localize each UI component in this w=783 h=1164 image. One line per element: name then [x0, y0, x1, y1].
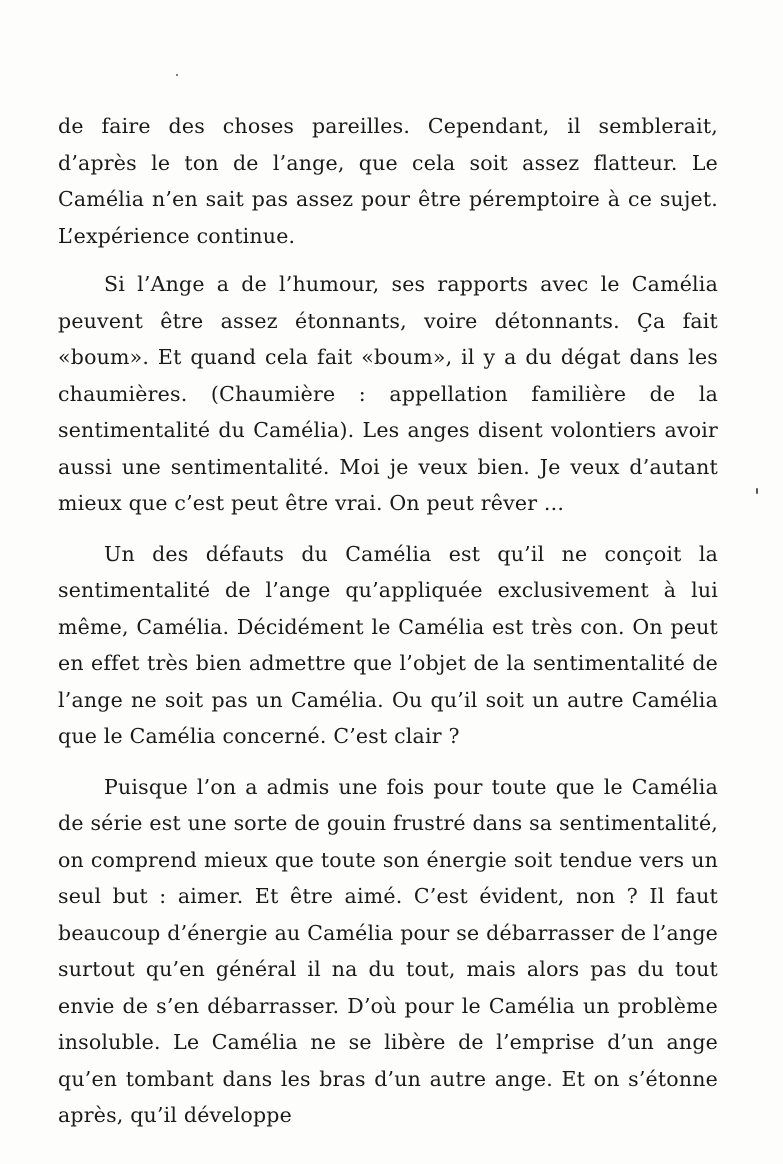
paper-speck — [176, 74, 178, 76]
paragraph-spacer — [58, 254, 718, 266]
paper-speck — [756, 488, 758, 494]
paragraph-3: Un des défauts du Camélia est qu’il ne conçoit la sentimentalité de l’ange qu’appliquée exclusivement à lui même, Camélia. Décidément le Camélia est très con. On peut en effet très bien admettre que l’objet de la sentimentalité de l’ange ne soit pas un Camélia. Ou qu’il soit un autre Camélia que le Camélia concerné. C’est clair ? — [58, 541, 718, 748]
body-text — [58, 108, 718, 1134]
paragraph-1: de faire des choses pareilles. Cependant, il semblerait, d’après le ton de l’ange, que cela soit assez flatteur. Le Camélia n’en sait pas assez pour être péremptoire à ce sujet. L’expérience continue. — [58, 114, 718, 248]
paragraph-4: Puisque l’on a admis une fois pour toute que le Camélia de série est une sorte de gouin frustré dans sa sentimentalité, on comprend mieux que toute son énergie soit tendue vers un seul but : aimer. Et être aimé. C’est évident, non ? Il faut beaucoup d’énergie au Camélia pour se débarrasser de l’ange surtout qu’en général il na du tout, mais alors pas du tout envie de s’en débarrasser. D’où pour le Camélia un problème insoluble. Le Camélia ne se libère de l’emprise d’un ange qu’en tombant dans les bras d’un autre ange. Et on s’étonne après, qu’il développe — [58, 774, 718, 1127]
paragraph-spacer — [58, 522, 718, 536]
paragraph-2: Si l’Ange a de l’humour, ses rapports avec le Camélia peuvent être assez étonnants, voire détonnants. Ça fait «boum». Et quand cela fait «boum», il y a du dégat dans les chaumières. (Chaumière : appellation familière de la sentimentalité du Camélia). Les anges disent volontiers avoir aussi une sentimentalité. Moi je veux bien. Je veux d’autant mieux que c’est peut être vrai. On peut rêver ... — [58, 272, 718, 515]
paragraph-spacer — [58, 755, 718, 769]
